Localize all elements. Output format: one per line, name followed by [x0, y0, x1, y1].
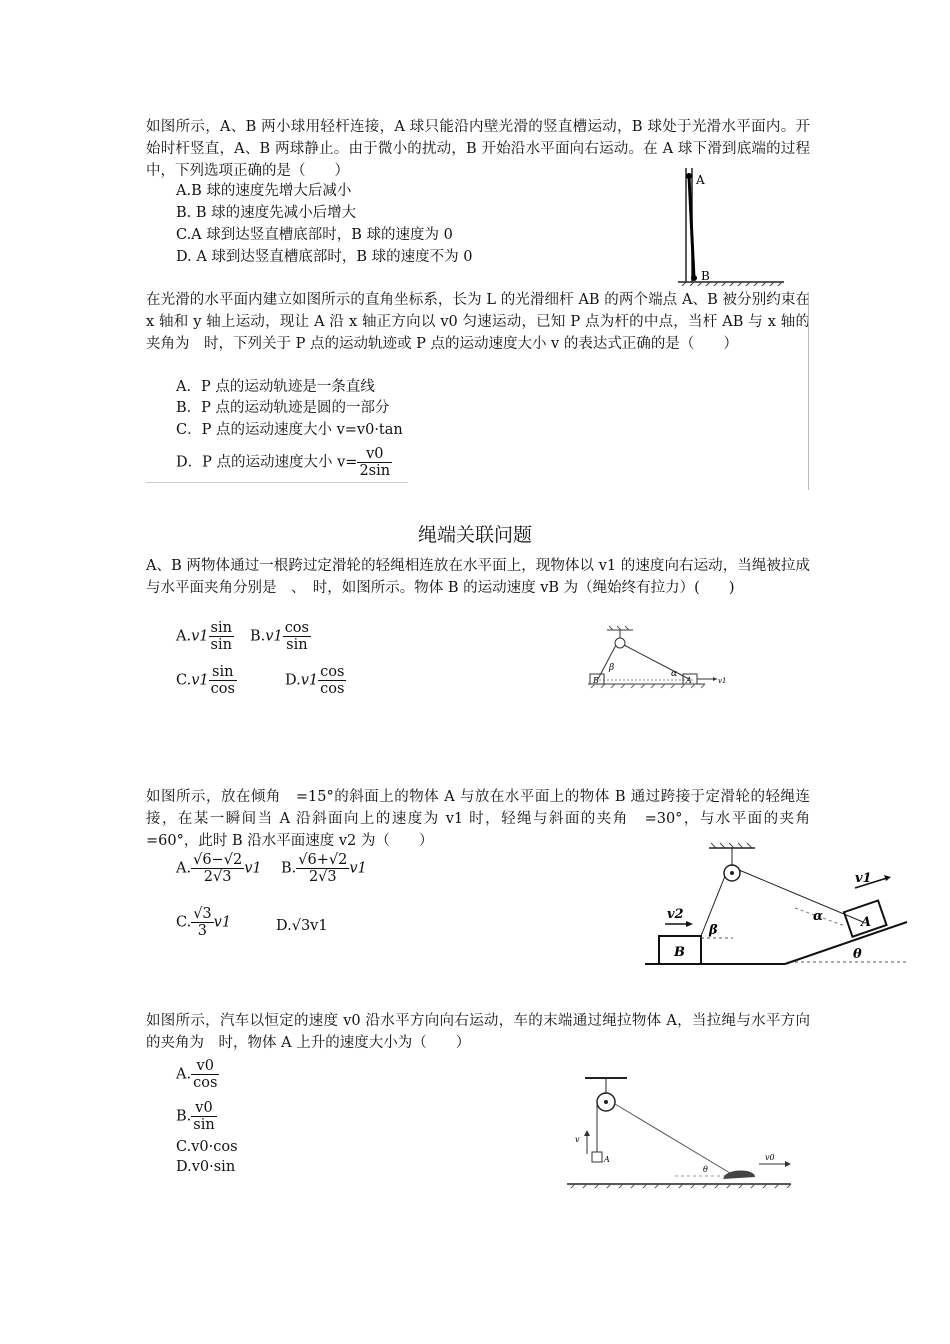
label-beta: β — [709, 923, 718, 938]
q1-option-a: A.B 球的速度先增大后减小 — [176, 183, 352, 199]
label-a: A — [686, 676, 692, 685]
label-alpha: α — [813, 909, 824, 924]
q1-figure — [668, 162, 788, 286]
q3-option-a: A.v1 $\frac{\sin}{\sin}$ — [176, 620, 232, 653]
q2-option-a: A．P 点的运动轨迹是一条直线 — [176, 379, 375, 395]
q5-option-c: C.v0·cos — [176, 1139, 238, 1155]
pulley — [615, 638, 625, 648]
ceiling-hatch — [609, 626, 629, 630]
v-arrowhead — [584, 1130, 590, 1136]
label-alpha: α — [671, 669, 678, 679]
label-b: B — [674, 945, 685, 960]
label-v1: v1 — [855, 871, 872, 886]
label-v1: v1 — [718, 677, 727, 685]
q2-option-c: C．P 点的运动速度大小 v=v0·tan — [176, 422, 403, 438]
rope-to-car — [615, 1104, 735, 1176]
pulley-axle — [604, 1100, 608, 1104]
q3-option-d: D.v1 $\frac{\cos}{\cos}$ — [285, 664, 345, 697]
q4-figure — [645, 838, 910, 972]
q3-stem: A、B 两物体通过一根跨过定滑轮的轻绳相连放在水平面上，现物体以 v1 的速度向右运动，当绳被拉成与水平面夹角分别是 、 时，如图所示。物体 B 的运动速度 vB 为（绳始终有拉力）( ) — [146, 558, 810, 596]
label-b: B — [701, 269, 710, 283]
q2-option-b: B．P 点的运动轨迹是圆的一部分 — [176, 400, 390, 416]
label-v: v — [575, 1135, 580, 1144]
label-a: A — [696, 173, 705, 187]
q3-option-c: C.v1 $\frac{\sin}{\cos}$ — [176, 664, 235, 697]
q4-option-d: D.√3v1 — [276, 918, 328, 934]
q5-figure — [565, 1072, 795, 1192]
q3-option-b: B.v1 $\frac{\cos}{\sin}$ — [250, 620, 309, 653]
label-v0: v0 — [765, 1153, 775, 1162]
q1-option-b: B. B 球的速度先减小后增大 — [176, 205, 357, 221]
label-v2: v2 — [667, 907, 684, 922]
q4-stem: 如图所示，放在倾角 =15°的斜面上的物体 A 与放在水平面上的物体 B 通过跨接于定滑轮的轻绳连接，在某一瞬间当 A 沿斜面向上的速度为 v1 时，轻绳与斜面的夹角 =30°，与水平面的夹角 =60°，此时 B 沿水平面速度 v2 为（ ） — [146, 789, 825, 849]
q1-option-d: D. A 球到达竖直槽底部时，B 球的速度不为 0 — [176, 249, 473, 265]
q4-option-a: A. $\frac{√6-√2}{2√3}$ v1 — [176, 852, 262, 885]
q1-stem: 如图所示，A、B 两小球用轻杆连接，A 球只能沿内壁光滑的竖直槽运动，B 球处于光滑水平面内。开始时杆竖直，A、B 两球静止。由于微小的扰动，B 开始沿水平面向右运动。在 A 球下滑到底端的过程中，下列选项正确的是（ ） — [146, 119, 810, 179]
incline — [785, 922, 907, 964]
q1-option-c: C.A 球到达竖直槽底部时，B 球的速度为 0 — [176, 227, 453, 243]
q5-option-b: B. $\frac{v0}{\sin}$ — [176, 1100, 215, 1133]
q2-stem: 在光滑的水平面内建立如图所示的直角坐标系，长为 L 的光滑细杆 AB 的两个端点 A、B 被分别约束在 x 轴和 y 轴上运动，现让 A 沿 x 轴正方向以 v0 匀速运动，已知 P 点为杆的中点，当杆 AB 与 x 轴的夹角为 时，下列关于 P 点的运动轨迹或 P 点的运动速度大小 v 的表达式正确的是（ ） — [146, 292, 810, 352]
q5-option-d: D.v0·sin — [176, 1159, 236, 1175]
q5-stem: 如图所示，汽车以恒定的速度 v0 沿水平方向向右运动，车的末端通过绳拉物体 A，当拉绳与水平方向的夹角为 时，物体 A 上升的速度大小为（ ） — [146, 1013, 810, 1051]
section-title: 绳端关联问题 — [417, 524, 532, 546]
v1-arrowhead — [713, 677, 717, 681]
v0-arrowhead — [785, 1161, 791, 1167]
label-theta: θ — [853, 947, 862, 962]
q2-frame-bottom — [146, 482, 408, 483]
pulley-axle — [730, 871, 734, 875]
label-a: A — [604, 1155, 610, 1164]
q4-option-c: C. $\frac{√3}{3}$ v1 — [176, 906, 232, 939]
label-b: B — [593, 676, 599, 685]
ball-b — [691, 275, 697, 281]
q5-option-a: A. $\frac{v0}{\cos}$ — [176, 1058, 218, 1091]
q4-option-b: B. $\frac{√6+√2}{2√3}$ v1 — [281, 852, 367, 885]
label-theta: θ — [703, 1165, 708, 1174]
v2-arrowhead — [686, 921, 693, 927]
label-beta: β — [609, 663, 615, 673]
q2-option-d: D．P 点的运动速度大小 v= $\frac{v0}{2\sin}$ — [176, 446, 391, 479]
block-a — [592, 1152, 602, 1162]
label-a: A — [861, 915, 872, 930]
v1-arrowhead — [884, 875, 891, 881]
ball-a — [686, 173, 692, 179]
rope-to-a — [624, 645, 689, 679]
q2-frame-line — [808, 292, 809, 490]
q3-figure — [585, 624, 735, 690]
